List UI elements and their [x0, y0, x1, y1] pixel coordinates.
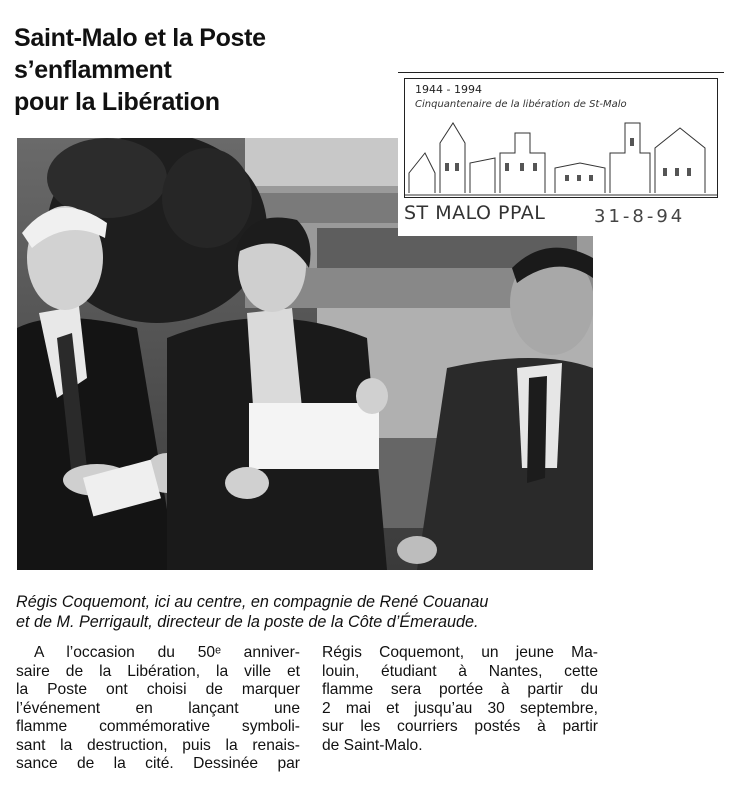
article-headline: [14, 22, 394, 118]
article-line: sant la destruction, puis la renais-: [16, 736, 300, 754]
article-line: louin, étudiant à Nantes, cette: [322, 662, 598, 680]
article-line: sance de la cité. Dessinée par: [16, 755, 300, 772]
postmark-rule: [398, 72, 724, 73]
postmark-date: 31-8-94: [594, 206, 686, 227]
headline-line: pour la Libération: [14, 88, 220, 116]
article-column-right: [322, 644, 598, 755]
postmark-subtitle: Cinquantenaire de la libération de St-Malo: [415, 99, 627, 110]
headline-line: Saint-Malo et la Poste s’enflamment: [14, 24, 266, 84]
article-line: flamme sera portée à partir du: [322, 681, 598, 698]
article-line: 2 mai et jusqu’au 30 septembre,: [322, 699, 598, 717]
postmark-flamme: [404, 78, 718, 198]
article-line: sur les courriers postés à partir: [322, 718, 598, 735]
article-line: la Poste ont choisi de marquer: [16, 681, 300, 698]
article-column-left: [16, 644, 300, 774]
article-line: saire de la Libération, la ville et: [16, 662, 300, 680]
article-line: A l’occasion du 50ᵉ anniver-: [34, 644, 300, 661]
postmark-years: 1944 - 1994: [415, 83, 482, 96]
article-line: l’événement en lançant une: [16, 699, 300, 717]
caption-line: Régis Coquemont, ici au centre, en compagnie de René Couanau: [16, 593, 489, 611]
article-line: de Saint-Malo.: [322, 736, 423, 754]
postmark-place: ST MALO PPAL: [404, 202, 546, 224]
photo-caption: [16, 592, 606, 632]
document-held: [249, 403, 379, 469]
caption-line: et de M. Perrigault, directeur de la poste de la Côte d’Émeraude.: [16, 613, 479, 631]
article-line: flamme commémorative symboli-: [16, 718, 300, 735]
city-skyline-illustration: [405, 113, 717, 197]
article-line: Régis Coquemont, un jeune Ma-: [322, 644, 598, 661]
